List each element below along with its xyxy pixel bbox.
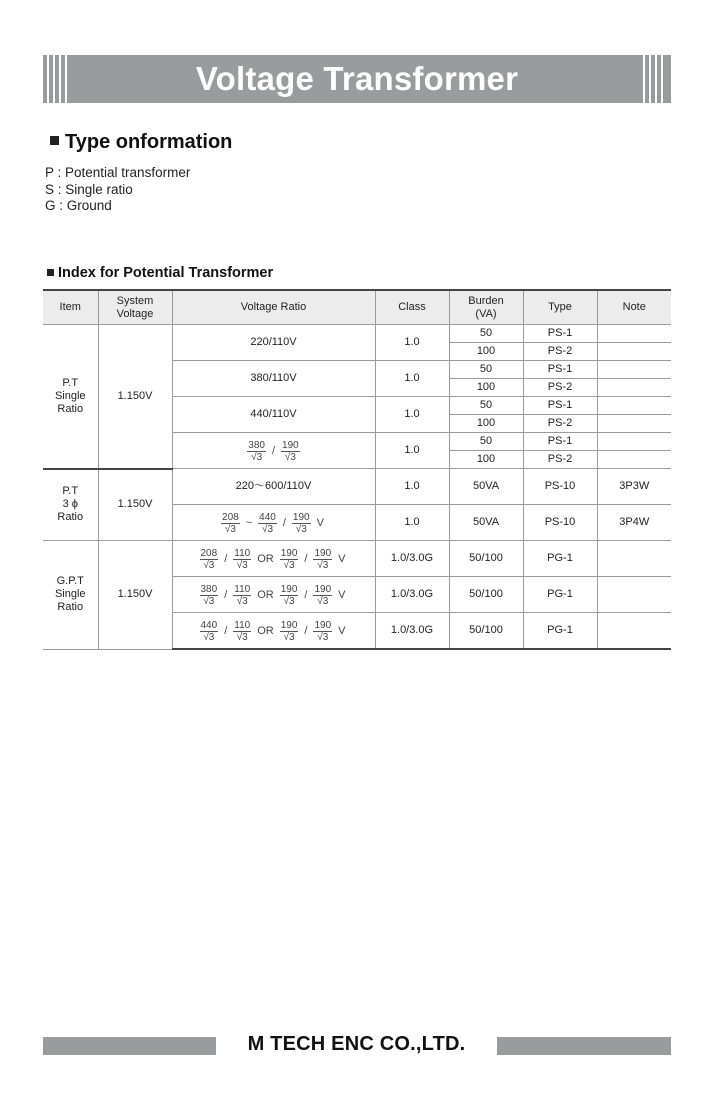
type-cell: PS-2 xyxy=(523,379,597,397)
voltage-ratio-cell: $\frac{380}{√3}$ / $\frac{190}{√3}$ xyxy=(172,433,375,469)
fraction: $\frac{380}{√3}$ xyxy=(248,439,265,463)
class-cell: 1.0 xyxy=(375,505,449,541)
class-cell: 1.0 xyxy=(375,469,449,505)
burden-cell: 50/100 xyxy=(449,577,523,613)
fraction: $\frac{190}{√3}$ xyxy=(282,439,299,463)
type-cell: PG-1 xyxy=(523,541,597,577)
note-cell xyxy=(597,613,671,650)
potential-transformer-table xyxy=(43,289,671,650)
definition-item: G : Ground xyxy=(45,198,112,213)
class-cell: 1.0/3.0G xyxy=(375,577,449,613)
table-row xyxy=(43,541,671,577)
note-cell xyxy=(597,577,671,613)
class-cell: 1.0 xyxy=(375,433,449,469)
col-header-class: Class xyxy=(375,290,449,325)
col-header-type: Type xyxy=(523,290,597,325)
fraction: $\frac{190}{√3}$ xyxy=(292,511,310,535)
col-header-voltage-ratio: Voltage Ratio xyxy=(172,290,375,325)
banner-stripes-right xyxy=(637,55,667,103)
class-cell: 1.0/3.0G xyxy=(375,613,449,650)
fraction: $\frac{208}{√3}$ xyxy=(222,511,239,535)
note-cell xyxy=(597,325,671,343)
note-cell xyxy=(597,433,671,451)
class-cell: 1.0 xyxy=(375,325,449,361)
note-cell xyxy=(597,397,671,415)
burden-cell: 50 xyxy=(449,397,523,415)
fraction: $\frac{110}{√3}$ xyxy=(234,547,251,571)
definition-item: P : Potential transformer xyxy=(45,165,191,180)
type-cell: PS-1 xyxy=(523,325,597,343)
burden-cell: 50/100 xyxy=(449,613,523,650)
type-cell: PS-2 xyxy=(523,451,597,469)
note-cell xyxy=(597,415,671,433)
col-header-note: Note xyxy=(597,290,671,325)
voltage-ratio-cell: $\frac{208}{√3}$ / $\frac{110}{√3}$ OR $\frac{190}{√3}$ / $\frac{190}{√3}$ V xyxy=(172,541,375,577)
note-cell xyxy=(597,379,671,397)
burden-cell: 50VA xyxy=(449,505,523,541)
col-header-system-voltage: System Voltage xyxy=(98,290,172,325)
table-row xyxy=(43,325,671,343)
fraction: $\frac{190}{√3}$ xyxy=(314,547,332,571)
burden-cell: 100 xyxy=(449,379,523,397)
type-cell: PG-1 xyxy=(523,577,597,613)
index-heading: Index for Potential Transformer xyxy=(47,265,273,281)
type-definitions xyxy=(45,165,190,215)
system-voltage-cell: 1.150V xyxy=(98,325,172,469)
fraction: $\frac{380}{√3}$ xyxy=(200,583,218,607)
fraction: $\frac{440}{√3}$ xyxy=(259,511,276,535)
square-bullet-icon xyxy=(50,136,59,145)
col-header-item: Item xyxy=(43,290,98,325)
footer-bar-left xyxy=(43,1037,216,1055)
fraction: $\frac{110}{√3}$ xyxy=(234,583,251,607)
burden-cell: 100 xyxy=(449,415,523,433)
note-cell xyxy=(597,361,671,379)
note-cell xyxy=(597,541,671,577)
voltage-ratio-cell: 220/110V xyxy=(172,325,375,361)
item-cell-pt-single: P.T Single Ratio xyxy=(43,325,98,469)
voltage-ratio-cell: 220～600/110V xyxy=(172,469,375,505)
table-header-row xyxy=(43,290,671,325)
type-cell: PS-1 xyxy=(523,433,597,451)
definition-item: S : Single ratio xyxy=(45,181,133,197)
type-cell: PG-1 xyxy=(523,613,597,650)
note-cell: 3P3W xyxy=(597,469,671,505)
voltage-ratio-cell: 380/110V xyxy=(172,361,375,397)
type-cell: PS-1 xyxy=(523,397,597,415)
class-cell: 1.0 xyxy=(375,361,449,397)
note-cell xyxy=(597,343,671,361)
type-cell: PS-10 xyxy=(523,469,597,505)
burden-cell: 100 xyxy=(449,451,523,469)
company-name: M TECH ENC CO.,LTD. xyxy=(247,1033,466,1055)
fraction: $\frac{190}{√3}$ xyxy=(314,619,332,643)
type-cell: PS-10 xyxy=(523,505,597,541)
fraction: $\frac{190}{√3}$ xyxy=(314,583,332,607)
fraction: $\frac{110}{√3}$ xyxy=(234,619,251,643)
voltage-ratio-cell: 440/110V xyxy=(172,397,375,433)
type-info-heading: Type onformation xyxy=(50,131,232,154)
burden-cell: 50VA xyxy=(449,469,523,505)
burden-cell: 50/100 xyxy=(449,541,523,577)
page-title: Voltage Transformer xyxy=(195,60,519,97)
voltage-ratio-cell: $\frac{208}{√3}$ ~ $\frac{440}{√3}$ / $\frac{190}{√3}$ V xyxy=(172,505,375,541)
item-cell-pt-3phase: P.T 3 ϕ Ratio xyxy=(43,469,98,541)
voltage-ratio-cell: $\frac{440}{√3}$ / $\frac{110}{√3}$ OR $\frac{190}{√3}$ / $\frac{190}{√3}$ V xyxy=(172,613,375,650)
title-banner xyxy=(43,55,671,103)
item-cell-gpt-single: G.P.T Single Ratio xyxy=(43,541,98,650)
burden-cell: 100 xyxy=(449,343,523,361)
type-cell: PS-1 xyxy=(523,361,597,379)
type-cell: PS-2 xyxy=(523,415,597,433)
note-cell: 3P4W xyxy=(597,505,671,541)
burden-cell: 50 xyxy=(449,361,523,379)
burden-cell: 50 xyxy=(449,433,523,451)
class-cell: 1.0/3.0G xyxy=(375,541,449,577)
footer-bar-right xyxy=(497,1037,671,1055)
fraction: $\frac{190}{√3}$ xyxy=(280,547,298,571)
voltage-ratio-cell: $\frac{380}{√3}$ / $\frac{110}{√3}$ OR $\frac{190}{√3}$ / $\frac{190}{√3}$ V xyxy=(172,577,375,613)
fraction: $\frac{440}{√3}$ xyxy=(200,619,218,643)
system-voltage-cell: 1.150V xyxy=(98,541,172,650)
fraction: $\frac{208}{√3}$ xyxy=(200,547,218,571)
fraction: $\frac{190}{√3}$ xyxy=(280,619,298,643)
system-voltage-cell: 1.150V xyxy=(98,469,172,541)
type-cell: PS-2 xyxy=(523,343,597,361)
note-cell xyxy=(597,451,671,469)
burden-cell: 50 xyxy=(449,325,523,343)
col-header-burden: Burden (VA) xyxy=(449,290,523,325)
class-cell: 1.0 xyxy=(375,397,449,433)
square-bullet-icon xyxy=(47,269,54,276)
fraction: $\frac{190}{√3}$ xyxy=(280,583,298,607)
table-row xyxy=(43,469,671,505)
